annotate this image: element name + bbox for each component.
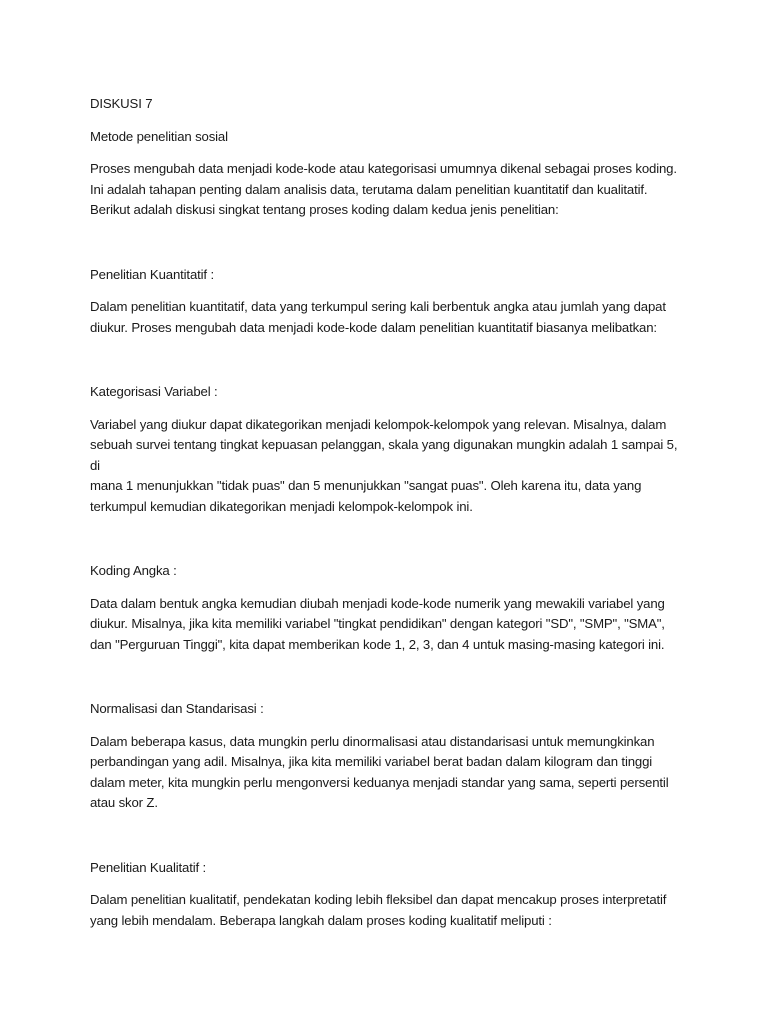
document-title: DISKUSI 7 — [90, 96, 153, 111]
section-heading-penelitian-kualitatif: Penelitian Kualitatif : — [90, 859, 207, 875]
document-body — [90, 94, 690, 975]
section-body-penelitian-kuantitatif: Dalam penelitian kuantitatif, data yang terkumpul sering kali berbentuk angka atau jumlah yang dapat diukur. Proses mengubah data menjadi kode-kode dalam penelitian kuantitatif biasanya melibatkan: — [90, 299, 666, 335]
section-body-kategorisasi-variabel: Variabel yang diukur dapat dikategorikan menjadi kelompok-kelompok yang relevan. Misalnya, dalam sebuah survei tentang tingkat kepuasan pelanggan, skala yang digunakan mungkin adalah 1 sampai 5, di mana 1 menunjukkan "tidak puas" dan 5 menunjukkan "sangat puas". Oleh karena itu, data yang terkumpul kemudian dikategorikan menjadi kelompok-kelompok ini. — [90, 416, 678, 514]
section-heading-koding-angka: Koding Angka : — [90, 563, 177, 578]
section-heading-penelitian-kuantitatif: Penelitian Kuantitatif : — [90, 266, 214, 282]
section-body-normalisasi-standarisasi: Dalam beberapa kasus, data mungkin perlu dinormalisasi atau distandarisasi untuk memungkinkan perbandingan yang adil. Misalnya, jika kita memiliki variabel berat badan dalam kilogram dan tinggi dalam meter, kita mungkin perlu mengonversi keduanya menjadi standar yang sama, seperti persentil atau skor Z. — [90, 733, 669, 810]
section-body-koding-angka: Data dalam bentuk angka kemudian diubah menjadi kode-kode numerik yang mewakili variabel yang diukur. Misalnya, jika kita memiliki variabel "tingkat pendidikan" dengan kategori "SD", "SMP", "SMA", dan "Perguruan Tinggi", kita dapat memberikan kode 1, 2, 3, dan 4 untuk masing-masing kategori ini. — [90, 595, 665, 652]
intro-paragraph: Proses mengubah data menjadi kode-kode atau kategorisasi umumnya dikenal sebagai proses koding. Ini adalah tahapan penting dalam analisis data, terutama dalam penelitian kuantitatif dan kualitatif. Berikut adalah diskusi singkat tentang proses koding dalam kedua jenis penelitian: — [90, 161, 677, 217]
section-body-penelitian-kualitatif: Dalam penelitian kualitatif, pendekatan koding lebih fleksibel dan dapat mencakup proses interpretatif yang lebih mendalam. Beberapa langkah dalam proses koding kualitatif meliputi : — [90, 892, 667, 928]
section-heading-normalisasi-standarisasi: Normalisasi dan Standarisasi : — [90, 701, 264, 716]
section-heading-kategorisasi-variabel: Kategorisasi Variabel : — [90, 384, 218, 399]
document-subtitle: Metode penelitian sosial — [90, 128, 228, 144]
